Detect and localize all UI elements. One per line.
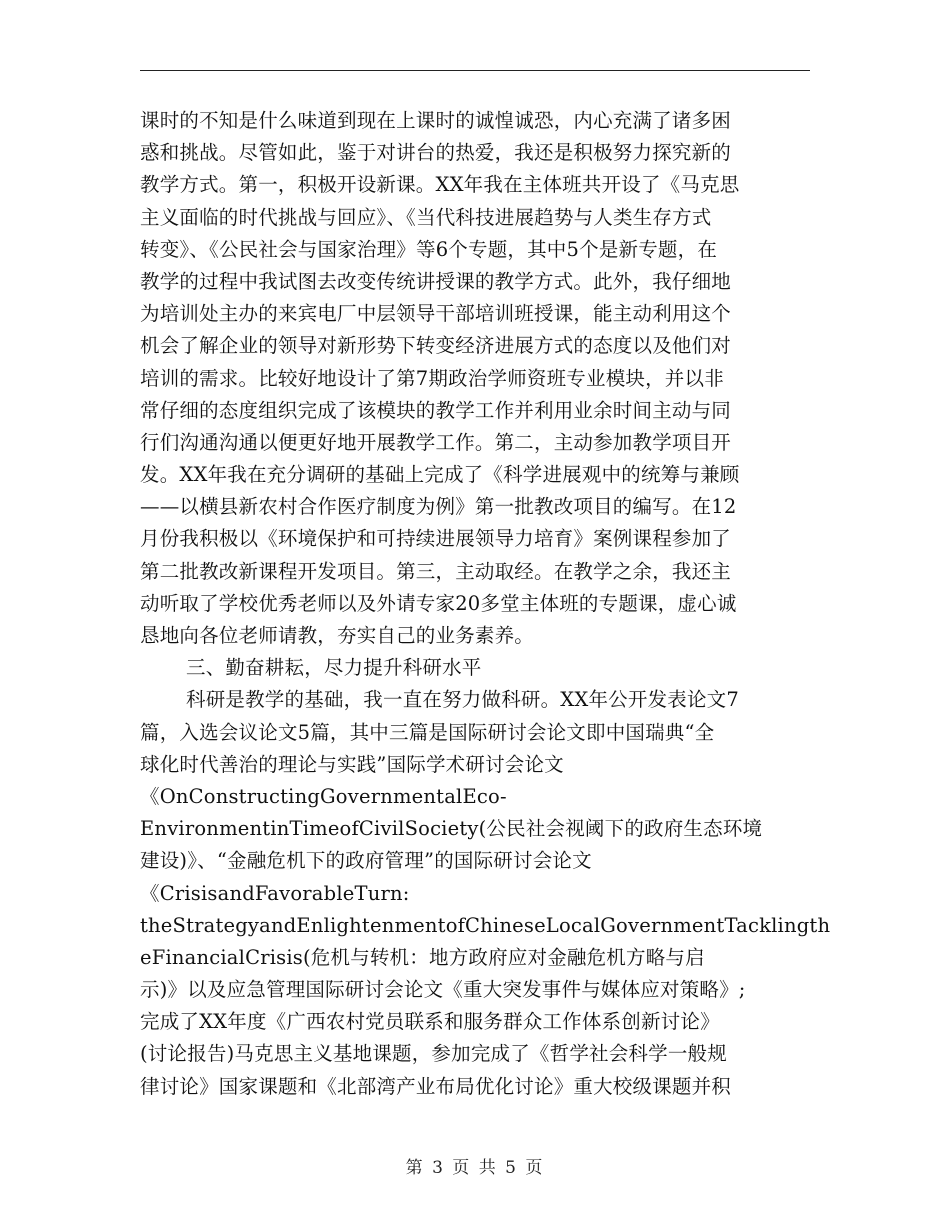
text-line: 教学方式。第一，积极开设新课。XX年我在主体班共开设了《马克思 xyxy=(140,173,740,197)
text-line: 建设)》、“金融危机下的政府管理”的国际研讨会论文 xyxy=(140,849,592,873)
text-line: (讨论报告)马克思主义基地课题，参加完成了《哲学社会科学一般规 xyxy=(140,1042,727,1066)
text-line: 第二批教改新课程开发项目。第三，主动取经。在教学之余，我还主 xyxy=(140,559,732,583)
text-line: 月份我积极以《环境保护和可持续进展领导力培育》案例课程参加了 xyxy=(140,527,732,551)
text-line: 科研是教学的基础，我一直在努力做科研。XX年公开发表论文7 xyxy=(186,688,739,712)
text-line: 转变》、《公民社会与国家治理》等6个专题，其中5个是新专题，在 xyxy=(140,237,718,261)
text-line: 完成了XX年度《广西农村党员联系和服务群众工作体系创新讨论》 xyxy=(140,1010,720,1034)
text-line: 课时的不知是什么味道到现在上课时的诚惶诚恐，内心充满了诸多困 xyxy=(140,109,732,132)
page-footer: 第 3 页 共 5 页 xyxy=(405,1158,545,1178)
text-line: 为培训处主办的来宾电厂中层领导干部培训班授课，能主动利用这个 xyxy=(140,302,732,326)
text-line: 常仔细的态度组织完成了该模块的教学工作并利用业余时间主动与同 xyxy=(140,398,732,422)
text-line: EnvironmentinTimeofCivilSociety(公民社会视阈下的政府生态环境 xyxy=(140,817,763,841)
section-heading: 三、勤奋耕耘，尽力提升科研水平 xyxy=(186,656,482,680)
text-line: ——以横县新农村合作医疗制度为例》第一批教改项目的编写。在12 xyxy=(140,495,737,519)
body-text xyxy=(140,105,831,1103)
text-line: 恳地向各位老师请教，夯实自己的业务素养。 xyxy=(140,624,535,647)
text-line: eFinancialCrisis(危机与转机：地方政府应对金融危机方略与启 xyxy=(140,945,705,969)
text-line: 球化时代善治的理论与实践”国际学术研讨会论文 xyxy=(140,752,564,776)
text-line: 动听取了学校优秀老师以及外请专家20多堂主体班的专题课，虚心诚 xyxy=(140,591,737,615)
text-line: 教学的过程中我试图去改变传统讲授课的教学方式。此外，我仔细地 xyxy=(140,269,732,293)
header-rule xyxy=(140,70,810,71)
text-line: 惑和挑战。尽管如此，鉴于对讲台的热爱，我还是积极努力探究新的 xyxy=(140,141,732,165)
text-line: theStrategyandEnlightenmentofChineseLocalGovernmentTacklingth xyxy=(140,913,831,937)
text-line: 示)》以及应急管理国际研讨会论文《重大突发事件与媒体应对策略》; xyxy=(140,978,746,1002)
text-line: 培训的需求。比较好地设计了第7期政治学师资班专业模块，并以非 xyxy=(140,366,724,390)
text-line: 篇，入选会议论文5篇，其中三篇是国际研讨会论文即中国瑞典“全 xyxy=(140,720,715,744)
text-line: 主义面临的时代挑战与回应》、《当代科技进展趋势与人类生存方式 xyxy=(140,205,712,229)
text-line: 机会了解企业的领导对新形势下转变经济进展方式的态度以及他们对 xyxy=(140,334,732,358)
text-line: 行们沟通沟通以便更好地开展教学工作。第二，主动参加教学项目开 xyxy=(140,430,732,454)
text-line: 律讨论》国家课题和《北部湾产业布局优化讨论》重大校级课题并积 xyxy=(140,1074,732,1098)
text-line: 《OnConstructingGovernmentalEco- xyxy=(140,784,507,808)
text-line: 发。XX年我在充分调研的基础上完成了《科学进展观中的统筹与兼顾 xyxy=(140,463,740,487)
text-line: 《CrisisandFavorableTurn: xyxy=(140,881,410,905)
